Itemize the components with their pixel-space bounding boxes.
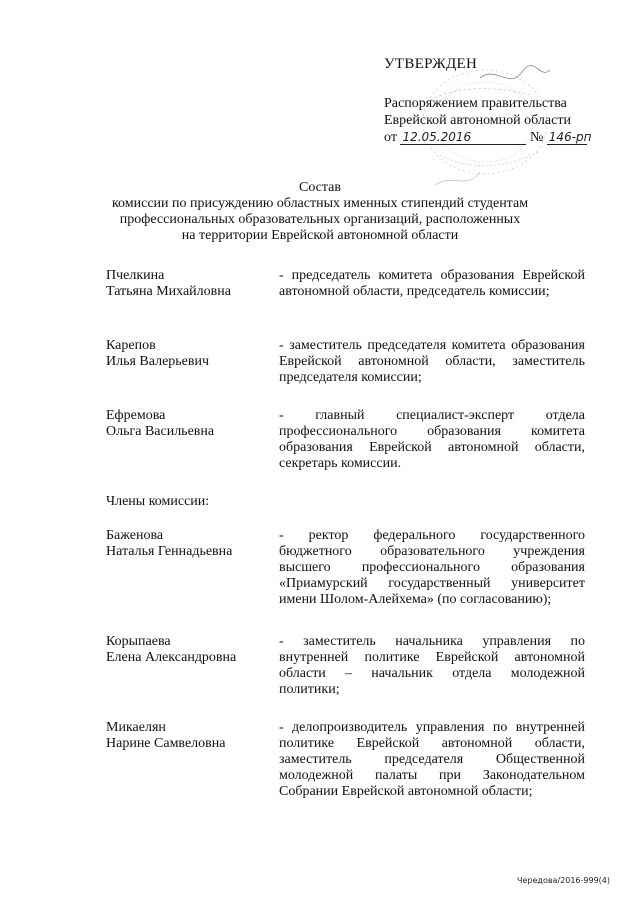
member-surname: Микаелян [106, 720, 166, 735]
member-role: - делопроизводитель управления по внутренней политике Еврейской автономной области, заместитель председателя Общественной молодежной палаты при Законодательном Собрании Еврейской автономной области; [279, 720, 585, 799]
number-handwritten: 146-рп [548, 130, 592, 144]
member-role: - главный специалист-эксперт отдела профессионального образования комитета образования Еврейской автономной области, секретарь комиссии. [279, 408, 585, 471]
member-name [106, 338, 276, 370]
approved-heading: УТВЕРЖДЕН [384, 56, 478, 72]
member-role: - ректор федерального государственного бюджетного образовательного учреждения высшего профессионального образования «Приамурский государственный университет имени Шолом-Алейхема» (по согласованию); [279, 528, 585, 607]
approval-line-2: Еврейской автономной области [384, 113, 571, 128]
member-given-names: Наталья Геннадьевна [106, 544, 233, 559]
member-surname: Ефремова [106, 408, 166, 423]
members-section-label: Члены комиссии: [106, 494, 210, 509]
member-name [106, 634, 276, 666]
member-given-names: Татьяна Михайловна [106, 284, 231, 299]
member-name [106, 408, 276, 440]
member-surname: Карепов [106, 338, 156, 353]
document-footer-code: Чередова/2016-999(4) [517, 876, 610, 885]
title-line-3: на территории Еврейской автономной области [181, 228, 459, 243]
title-line-1: комиссии по присуждению областных именных стипендий студентам [111, 196, 529, 211]
title-line-2: профессиональных образовательных организаций, расположенных [119, 212, 521, 227]
member-role: - председатель комитета образования Еврейской автономной области, председатель комиссии; [279, 268, 585, 299]
number-sign: № [529, 130, 544, 145]
member-surname: Баженова [106, 528, 164, 543]
member-name [106, 528, 276, 560]
member-given-names: Илья Валерьевич [106, 354, 210, 369]
approval-date-line [384, 129, 614, 146]
document-title [60, 180, 580, 244]
date-handwritten: 12.05.2016 [400, 131, 526, 145]
approval-line-1: Распоряжением правительства [384, 96, 567, 111]
member-given-names: Елена Александровна [106, 650, 237, 665]
title-heading: Состав [298, 180, 341, 195]
member-role: - заместитель председателя комитета образования Еврейской автономной области, заместитель председателя комиссии; [279, 338, 585, 385]
member-surname: Корыпаева [106, 634, 171, 649]
member-role: - заместитель начальника управления по внутренней политике Еврейской автономной области – начальник отдела молодежной политики; [279, 634, 585, 697]
member-surname: Пчелкина [106, 268, 165, 283]
member-given-names: Ольга Васильевна [106, 424, 215, 439]
date-prefix: от [384, 130, 397, 145]
member-name [106, 720, 276, 752]
member-name [106, 268, 276, 300]
member-given-names: Нарине Самвеловна [106, 736, 226, 751]
approval-block [384, 56, 614, 146]
